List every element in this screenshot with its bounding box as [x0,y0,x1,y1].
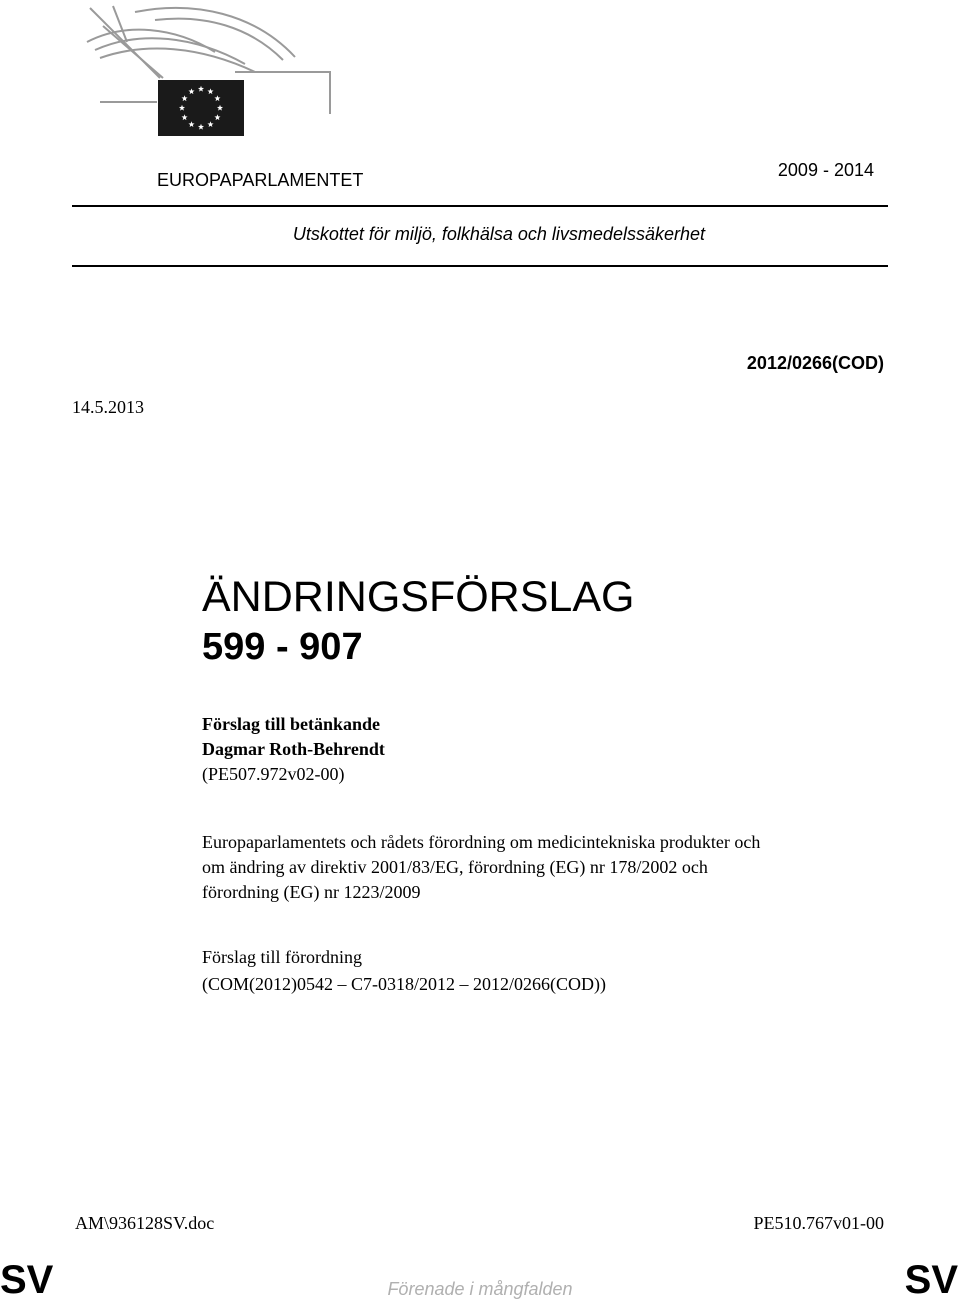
amendment-range: 599 - 907 [202,626,363,668]
institution-name: EUROPAPARLAMENTET [157,170,364,190]
report-block [202,712,385,787]
subject-line: förordning (EG) nr 1223/2009 [202,882,421,902]
committee-name: Utskottet för miljö, folkhälsa och livsmedelssäkerhet [292,224,705,244]
proposal-label: Förslag till förordning [202,947,362,967]
subject-line: om ändring av direktiv 2001/83/EG, förordning (EG) nr 178/2002 och [202,857,708,877]
header-rule-top [72,205,888,207]
document-date: 14.5.2013 [72,397,144,417]
language-code-left: SV [0,1258,54,1302]
european-parliament-logo-icon [85,2,335,147]
header-rule-bottom [72,265,888,267]
footer-document-reference: AM\936128SV.doc [75,1213,215,1233]
parliamentary-term: 2009 - 2014 [777,160,874,180]
eu-motto: Förenade i mångfalden [387,1279,573,1299]
subject-line: Europaparlamentets och rådets förordning om medicintekniska produkter och [202,832,761,852]
rapporteur-name: Dagmar Roth-Behrendt [202,739,385,759]
report-reference: (PE507.972v02-00) [202,764,345,784]
language-code-right: SV [904,1258,958,1302]
proposal-references: (COM(2012)0542 – C7-0318/2012 – 2012/0266(COD)) [202,974,606,994]
document-title: ÄNDRINGSFÖRSLAG [202,573,635,621]
footer-pe-reference: PE510.767v01-00 [753,1213,884,1233]
report-label: Förslag till betänkande [202,714,381,734]
proposal-block [202,944,606,998]
subject-text [202,830,892,905]
procedure-number: 2012/0266(COD) [746,353,884,373]
